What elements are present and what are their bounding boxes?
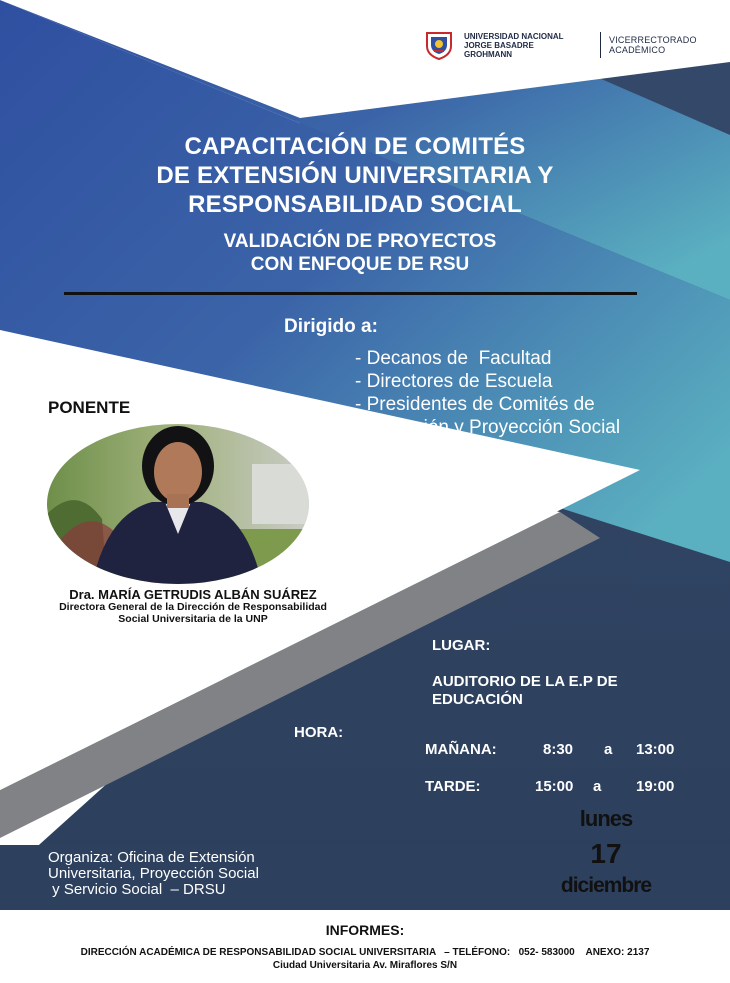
audience-item: Extensión y Proyección Social — [355, 417, 621, 438]
title-line: DE EXTENSIÓN UNIVERSITARIA Y — [156, 162, 554, 189]
footer-address: Ciudad Universitaria Av. Miraflores S/N — [272, 960, 458, 971]
speaker-name: Dra. MARÍA GETRUDIS ALBÁN SUÁREZ — [69, 587, 317, 602]
organizer-text — [48, 850, 259, 898]
morning-end: 13:00 — [636, 741, 675, 758]
header-divider — [600, 32, 601, 58]
footer-contact: DIRECCIÓN ACADÉMICA DE RESPONSABILIDAD SOCIAL UNIVERSITARIA – TELÉFONO: 052- 583000 ANEXO: 2137 — [80, 947, 650, 958]
morning-start: 8:30 — [543, 741, 574, 758]
morning-label: MAÑANA: — [425, 741, 497, 758]
afternoon-end: 19:00 — [636, 778, 675, 795]
audience-item: - Presidentes de Comités de — [355, 394, 595, 415]
venue-label: LUGAR: — [432, 637, 491, 654]
date-month: diciembre — [560, 874, 652, 897]
title-line: CAPACITACIÓN DE COMITÉS — [184, 133, 526, 160]
audience-item: - Directores de Escuela — [355, 371, 553, 392]
speaker-section-label: PONENTE — [48, 398, 131, 417]
event-subtitle — [150, 230, 570, 276]
speaker-role — [18, 601, 368, 625]
afternoon-label: TARDE: — [425, 778, 481, 795]
schedule-label: HORA: — [294, 724, 344, 741]
speaker-role-line: Social Universitaria de la UNP — [118, 613, 268, 625]
organizer-line: y Servicio Social – DRSU — [48, 881, 226, 898]
venue-line: AUDITORIO DE LA E.P DE — [432, 673, 618, 690]
university-line: JORGE BASADRE — [464, 40, 534, 50]
university-name — [464, 32, 594, 59]
footer-heading: INFORMES: — [325, 922, 405, 938]
speaker-photo — [47, 424, 309, 584]
audience-label: Dirigido a: — [284, 316, 378, 337]
audience-item: - Decanos de Facultad — [355, 348, 552, 369]
header-logo-block — [424, 30, 697, 60]
venue-value — [432, 673, 702, 709]
office-line: VICERRECTORADO — [609, 35, 697, 45]
title-line: RESPONSABILIDAD SOCIAL — [188, 191, 522, 218]
university-line: GROHMANN — [464, 49, 512, 59]
date-day-number: 17 — [590, 838, 622, 869]
title-divider — [64, 292, 637, 295]
afternoon-sep: a — [593, 778, 602, 795]
university-seal-icon — [424, 30, 454, 60]
event-title — [110, 132, 600, 219]
afternoon-start: 15:00 — [535, 778, 574, 795]
venue-line: EDUCACIÓN — [432, 691, 523, 708]
date-weekday: lunes — [579, 806, 633, 831]
speaker-role-line: Directora General de la Dirección de Responsabilidad — [59, 601, 327, 613]
office-name — [609, 35, 697, 55]
audience-list — [355, 347, 620, 439]
morning-sep: a — [604, 741, 613, 758]
subtitle-line: CON ENFOQUE DE RSU — [250, 254, 470, 275]
organizer-line: Universitaria, Proyección Social — [48, 865, 259, 882]
organizer-line: Organiza: Oficina de Extensión — [48, 849, 255, 866]
subtitle-line: VALIDACIÓN DE PROYECTOS — [223, 231, 497, 252]
university-line: UNIVERSIDAD NACIONAL — [464, 31, 564, 41]
office-line: ACADÉMICO — [609, 45, 666, 55]
